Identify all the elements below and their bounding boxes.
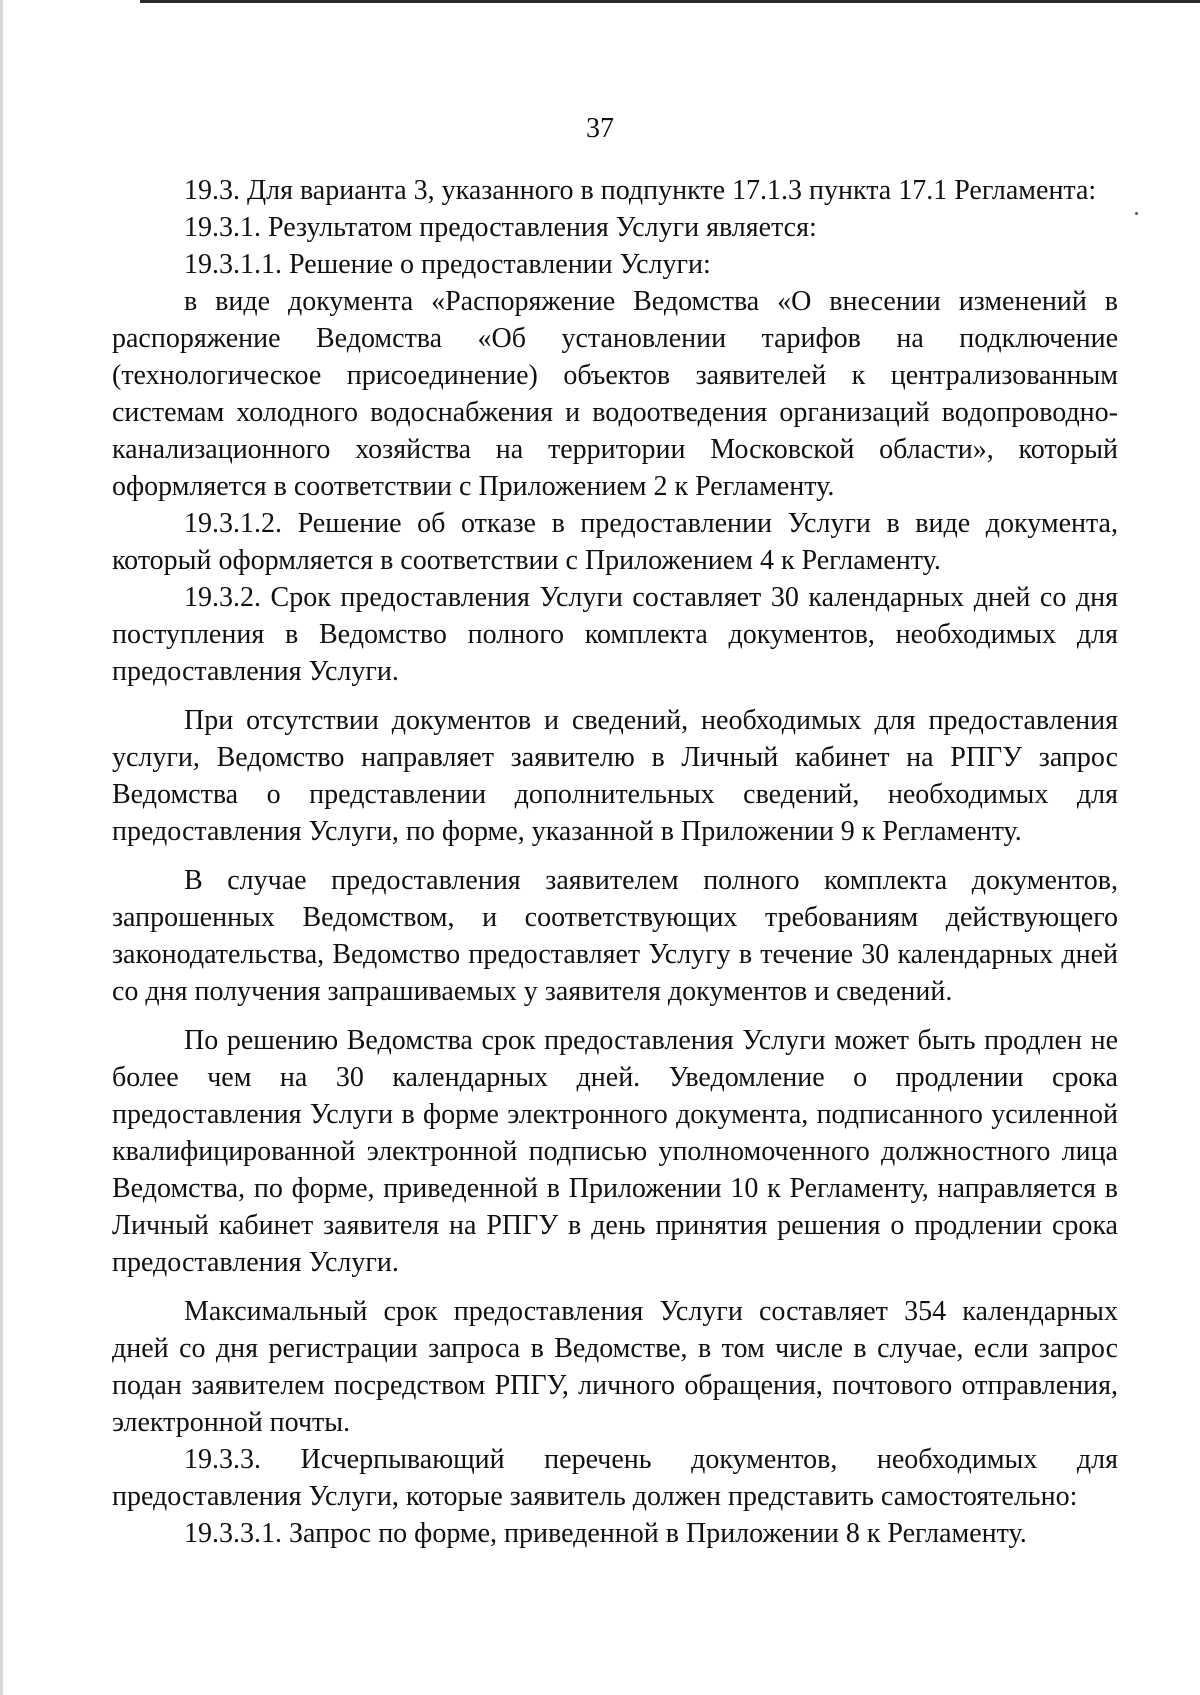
scan-speck bbox=[1135, 212, 1138, 215]
paragraph-19-3-3: 19.3.3. Исчерпывающий перечень документов, необходимых для предоставления Услуги, которые заявитель должен представить самостоятельно: bbox=[112, 1444, 1118, 1512]
scan-border-left bbox=[0, 0, 3, 1695]
paragraph-19-3-1-1: 19.3.1.1. Решение о предоставлении Услуги: bbox=[184, 249, 711, 280]
paragraph-full-set-provided: В случае предоставления заявителем полного комплекта документов, запрошенных Ведомством, и соответствующих требованиям действующего законодательства, Ведомство предоставляет Услугу в течение 30 календарных дней со дня получения запрашиваемых у заявителя документов и сведений. bbox=[112, 865, 1118, 1007]
paragraph-19-3-1-2: 19.3.1.2. Решение об отказе в предоставлении Услуги в виде документа, который оформляется в соответствии с Приложением 4 к Регламенту. bbox=[112, 508, 1118, 576]
paragraph-19-3-2: 19.3.2. Срок предоставления Услуги составляет 30 календарных дней со дня поступления в Ведомство полного комплекта документов, необходимых для предоставления Услуги. bbox=[112, 582, 1118, 687]
paragraph-maximum-term: Максимальный срок предоставления Услуги составляет 354 календарных дней со дня регистрации запроса в Ведомстве, в том числе в случае, если запрос подан заявителем посредством РПГУ, личного обращения, почтового отправления, электронной почты. bbox=[112, 1296, 1118, 1438]
paragraph-term-extension: По решению Ведомства срок предоставления Услуги может быть продлен не более чем на 30 календарных дней. Уведомление о продлении срока предоставления Услуги в форме электронного документа, подписанного усиленной квалифицированной электронной подписью уполномоченного должностного лица Ведомства, по форме, приведенной в Приложении 10 к Регламенту, направляется в Личный кабинет заявителя на РПГУ в день принятия решения о продлении срока предоставления Услуги. bbox=[112, 1025, 1118, 1278]
paragraph-decision-document: в виде документа «Распоряжение Ведомства «О внесении изменений в распоряжение Ведомства «Об установлении тарифов на подключение (технологическое присоединение) объектов заявителей к централизованным системам холодного водоснабжения и водоотведения организаций водопроводно-канализационного хозяйства на территории Московской области», который оформляется в соответствии с Приложением 2 к Регламенту. bbox=[112, 286, 1118, 502]
scan-border-top bbox=[140, 0, 1200, 3]
paragraph-19-3-1: 19.3.1. Результатом предоставления Услуги является: bbox=[184, 212, 817, 243]
paragraph-19-3-3-1: 19.3.3.1. Запрос по форме, приведенной в Приложении 8 к Регламенту. bbox=[184, 1518, 1027, 1549]
document-body bbox=[112, 172, 1118, 1552]
page-number: 37 bbox=[586, 113, 614, 144]
paragraph-missing-documents: При отсутствии документов и сведений, необходимых для предоставления услуги, Ведомство направляет заявителю в Личный кабинет на РПГУ запрос Ведомства о представлении дополнительных сведений, необходимых для предоставления Услуги, по форме, указанной в Приложении 9 к Регламенту. bbox=[112, 705, 1118, 847]
paragraph-19-3: 19.3. Для варианта 3, указанного в подпункте 17.1.3 пункта 17.1 Регламента: bbox=[184, 175, 1097, 206]
